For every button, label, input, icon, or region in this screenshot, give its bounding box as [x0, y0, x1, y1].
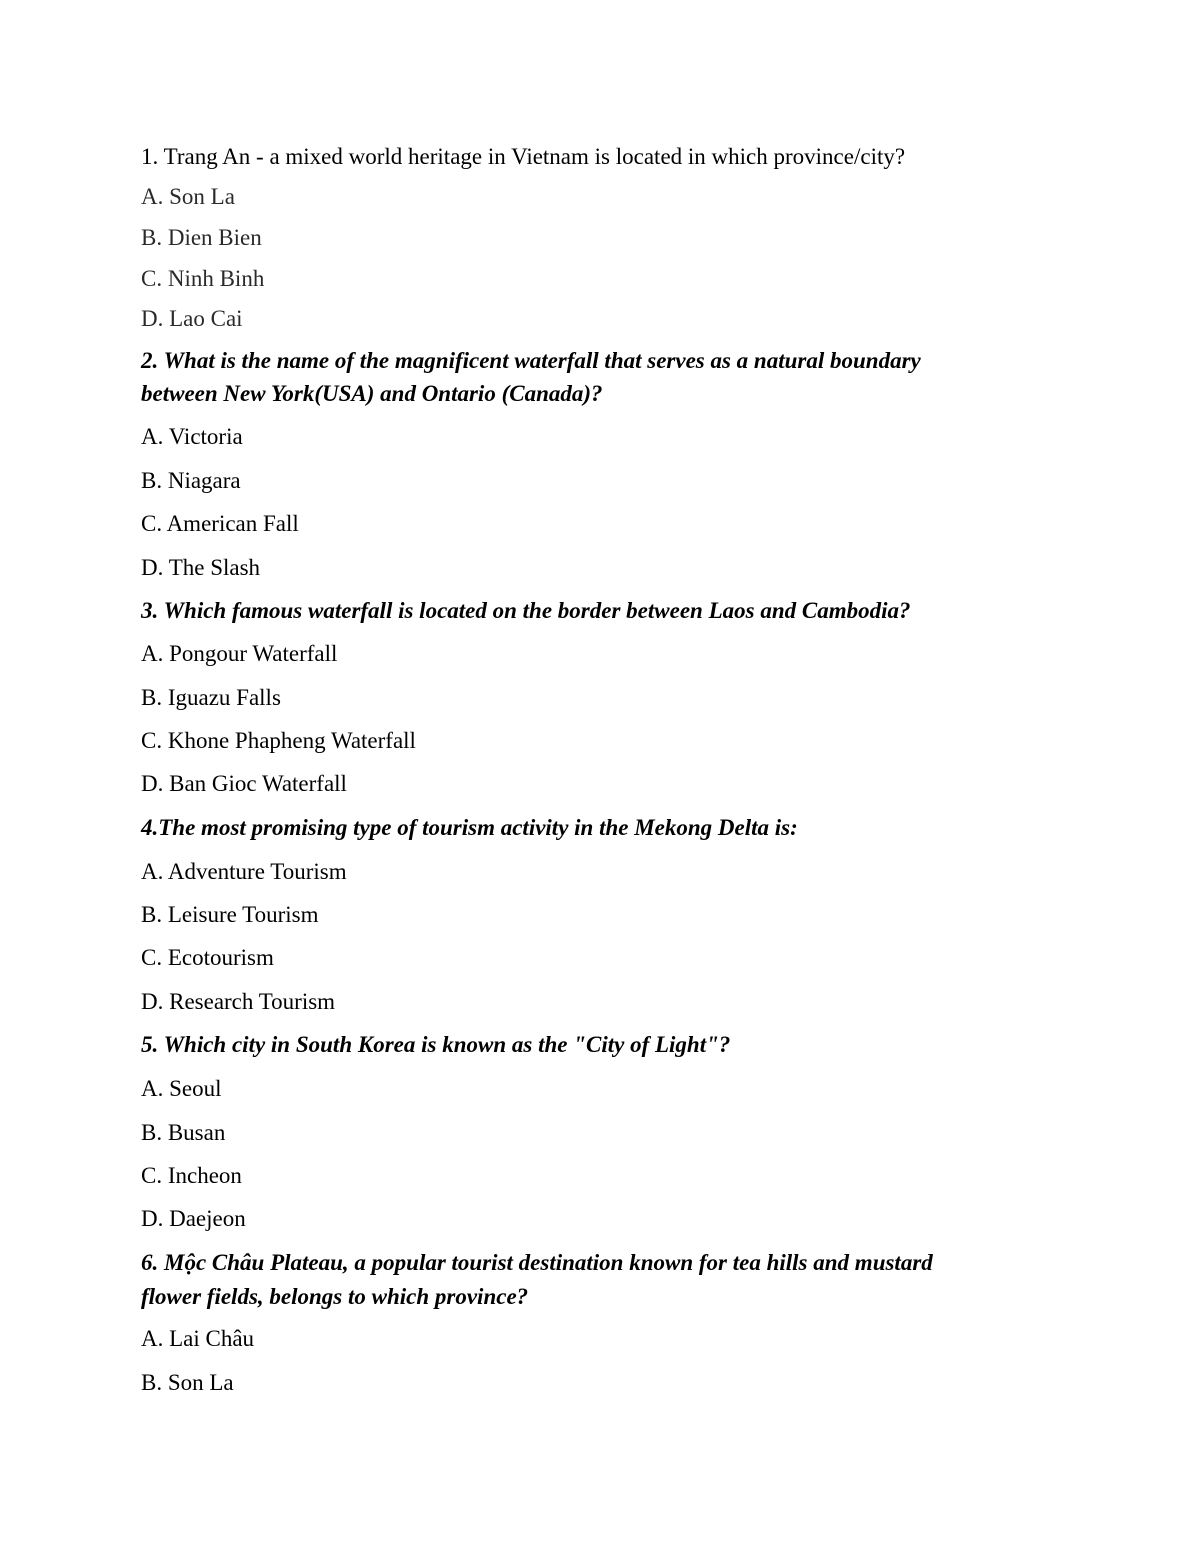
question-1-option-a: A. Son La [141, 184, 235, 209]
question-1: 1. Trang An - a mixed world heritage in Vietnam is located in which province/city? [141, 144, 906, 169]
question-1-option-b: B. Dien Bien [141, 225, 262, 250]
question-4-option-a: A. Adventure Tourism [141, 859, 347, 884]
question-3-option-c: C. Khone Phapheng Waterfall [141, 728, 416, 753]
question-6-option-a: A. Lai Châu [141, 1326, 255, 1351]
question-2-option-c: C. American Fall [141, 511, 299, 536]
question-3-option-b: B. Iguazu Falls [141, 685, 281, 710]
question-4-option-d: D. Research Tourism [141, 989, 336, 1014]
question-6-option-b: B. Son La [141, 1370, 234, 1395]
question-4-option-b: B. Leisure Tourism [141, 902, 319, 927]
question-2-option-b: B. Niagara [141, 468, 241, 493]
question-4-option-c: C. Ecotourism [141, 945, 274, 970]
question-6-line-2: flower fields, belongs to which province? [141, 1284, 529, 1309]
question-6-line-1: 6. Mộc Châu Plateau, a popular tourist destination known for tea hills and mustard [141, 1250, 933, 1275]
question-3: 3. Which famous waterfall is located on the border between Laos and Cambodia? [141, 598, 911, 623]
question-3-option-a: A. Pongour Waterfall [141, 641, 338, 666]
question-5: 5. Which city in South Korea is known as the "City of Light"? [141, 1032, 731, 1057]
question-5-option-b: B. Busan [141, 1120, 226, 1145]
question-2-line-1: 2. What is the name of the magnificent waterfall that serves as a natural boundary [141, 348, 921, 373]
question-2-option-d: D. The Slash [141, 555, 261, 580]
question-5-option-d: D. Daejeon [141, 1206, 246, 1231]
question-5-option-a: A. Seoul [141, 1076, 222, 1101]
question-2-line-2: between New York(USA) and Ontario (Canada)? [141, 381, 603, 406]
question-1-option-d: D. Lao Cai [141, 306, 243, 331]
question-3-option-d: D. Ban Gioc Waterfall [141, 771, 347, 796]
question-1-option-c: C. Ninh Binh [141, 266, 265, 291]
question-4: 4.The most promising type of tourism activity in the Mekong Delta is: [141, 815, 798, 840]
question-5-option-c: C. Incheon [141, 1163, 242, 1188]
question-2-option-a: A. Victoria [141, 424, 243, 449]
